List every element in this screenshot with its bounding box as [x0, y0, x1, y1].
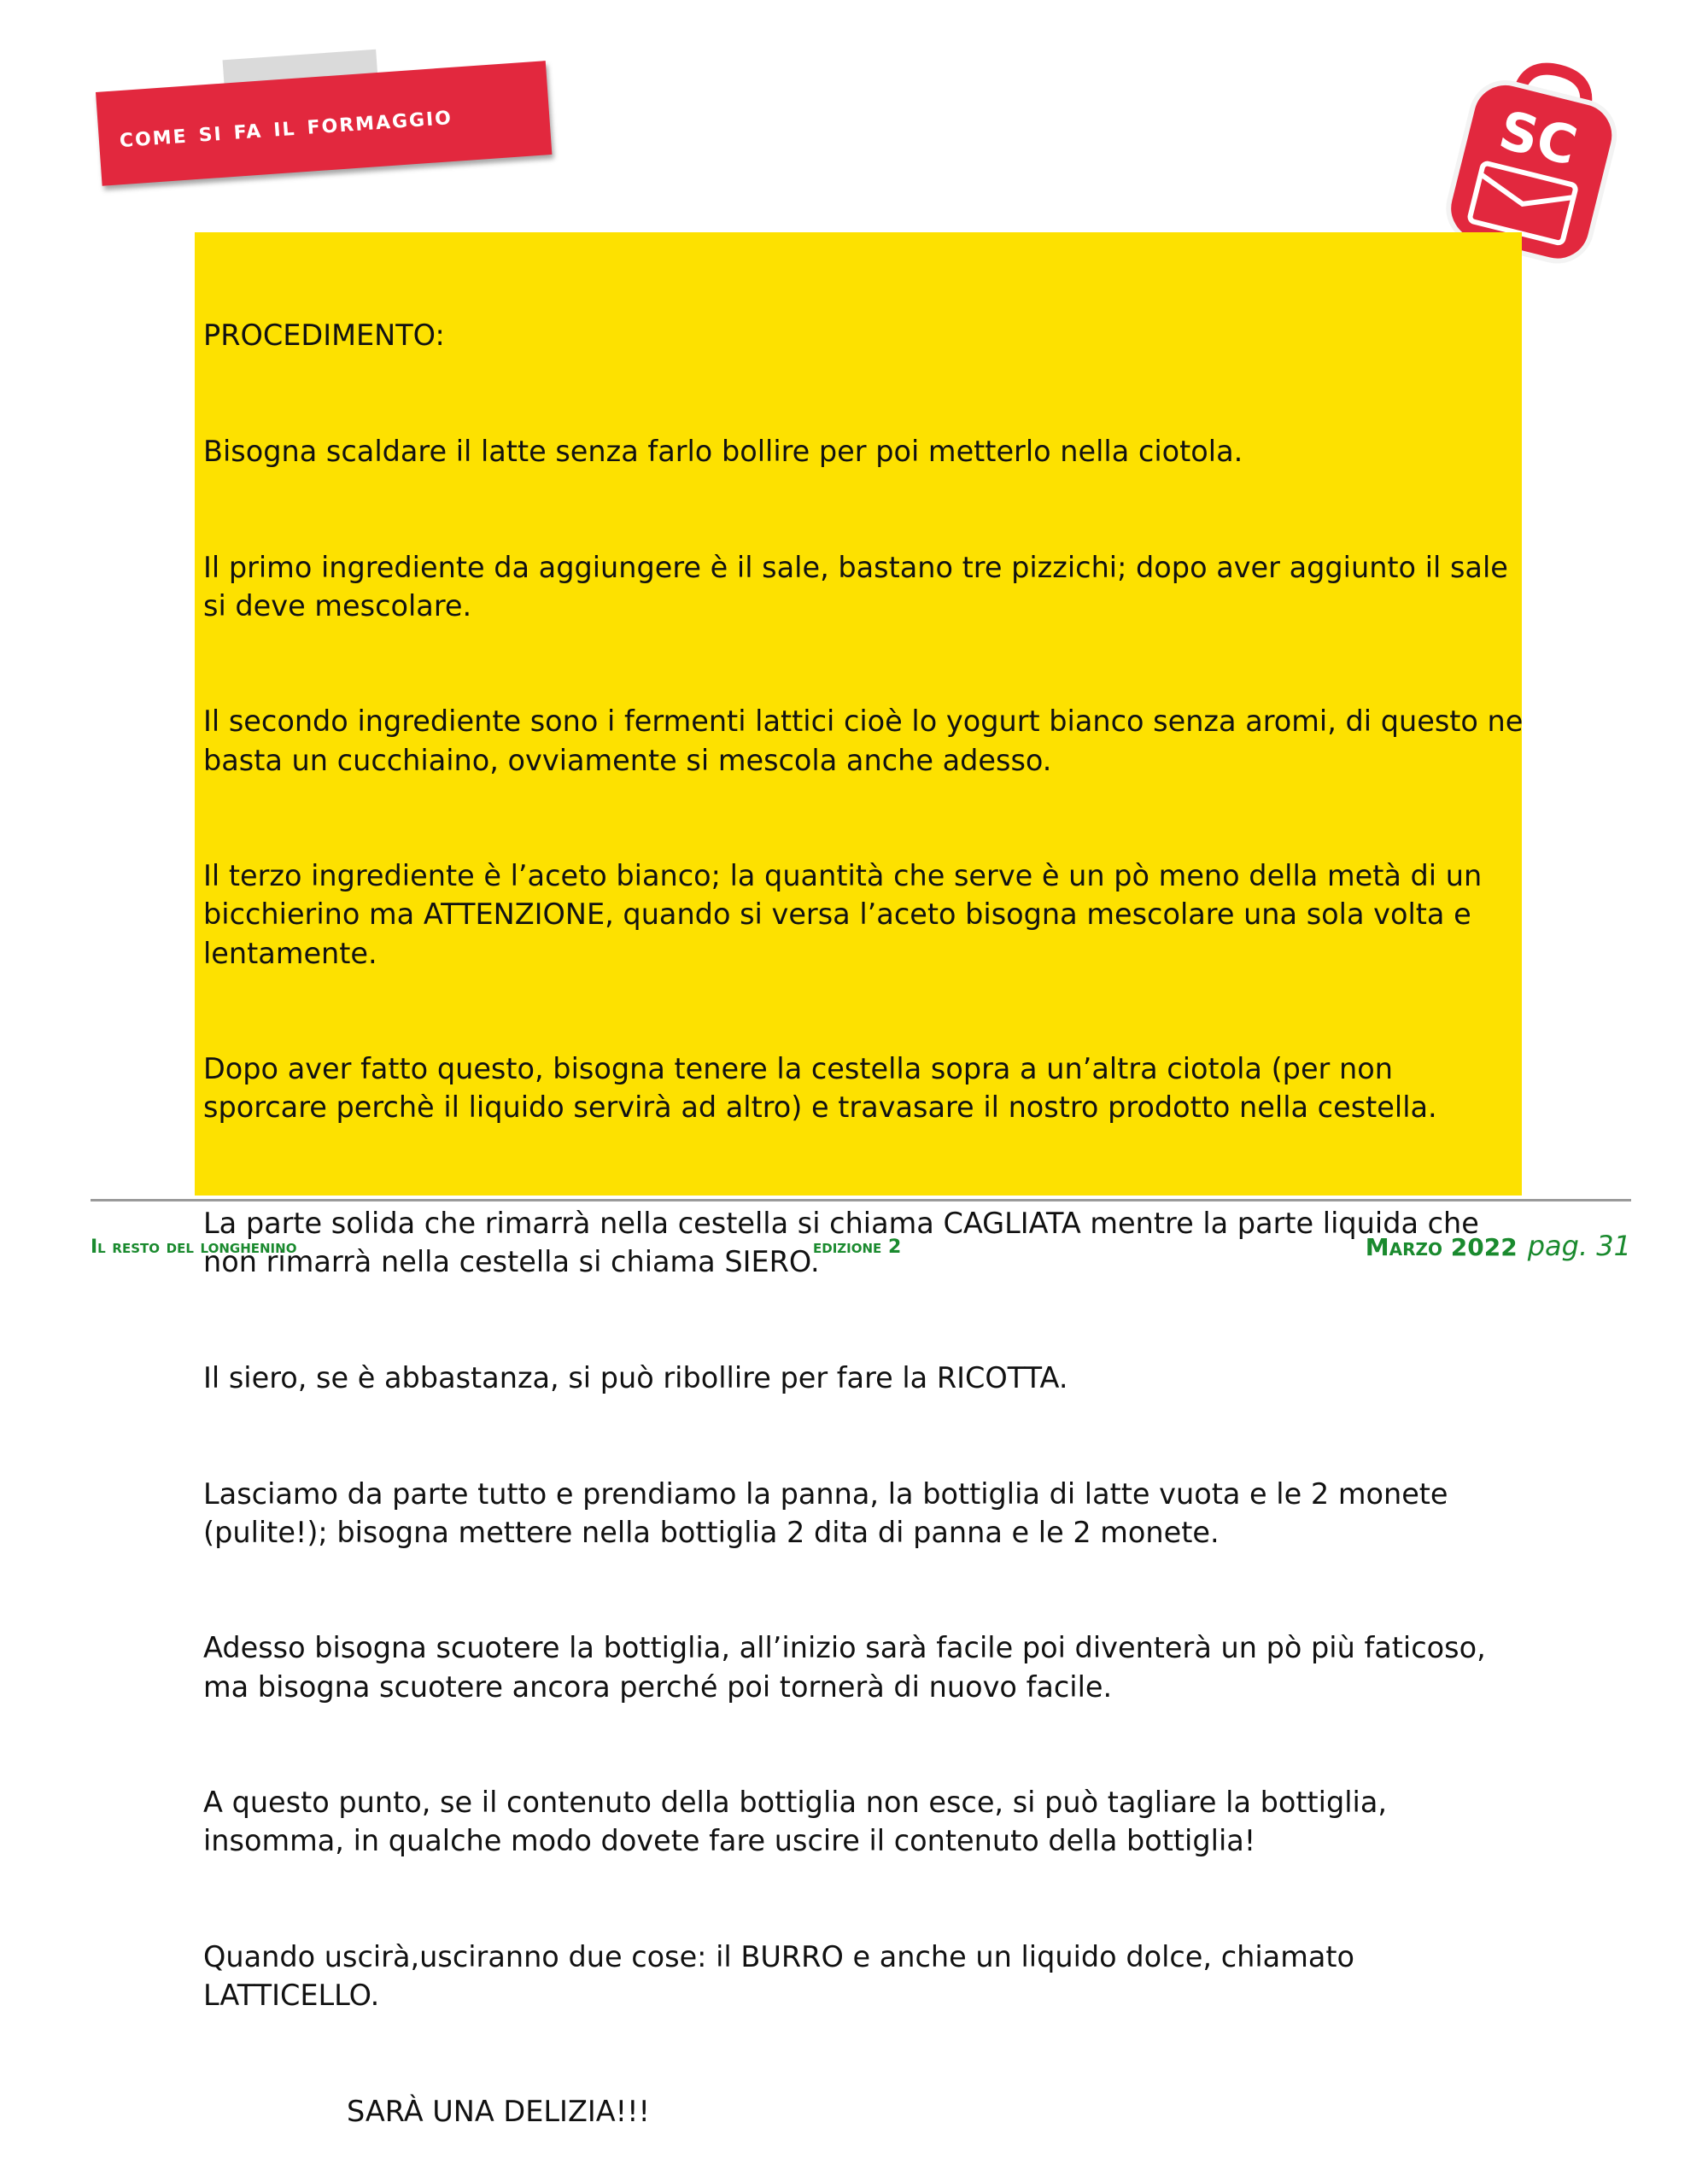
procedure-line: Il terzo ingrediente è l’aceto bianco; la quantità che serve è un pò meno della metà di un bicchierino ma ATTENZIONE, quando si versa l’aceto bisogna mescolare una sola volta e lentamente.	[203, 859, 1491, 970]
edition-label: edizione 2	[813, 1237, 902, 1258]
section-title: come si fa il formaggio	[118, 97, 453, 155]
footer-divider	[91, 1199, 1631, 1201]
closing-line: SARÀ UNA DELIZIA!!!	[347, 2094, 650, 2128]
procedure-line: Il primo ingrediente da aggiungere è il sale, bastano tre pizzichi; dopo aver aggiunto il sale si deve mescolare.	[203, 550, 1518, 623]
procedure-line: Il secondo ingrediente sono i fermenti lattici cioè lo yogurt bianco senza aromi, di questo ne basta un cucchiaino, ovviamente si mescola anche adesso.	[203, 704, 1533, 777]
procedure-line: Quando uscirà,usciranno due cose: il BURRO e anche un liquido dolce, chiamato LATTICELLO.	[203, 1939, 1364, 2013]
procedure-line: Lasciamo da parte tutto e prendiamo la panna, la bottiglia di latte vuota e le 2 monete (pulite!); bisogna mettere nella bottiglia 2 dita di panna e le 2 monete.	[203, 1476, 1458, 1549]
procedure-line: PROCEDIMENTO:	[203, 319, 445, 353]
procedure-line: Bisogna scaldare il latte senza farlo bollire per poi metterlo nella ciotola.	[203, 435, 1243, 469]
procedure-line: La parte solida che rimarrà nella cestella si chiama CAGLIATA mentre la parte liquida che non rimarrà nella cestella si chiama SIERO.	[203, 1207, 1489, 1279]
page-number: pag. 31	[1527, 1230, 1631, 1262]
badge-text: SC	[1493, 98, 1583, 178]
procedure-line: Il siero, se è abbastanza, si può ribollire per fare la RICOTTA.	[203, 1360, 1068, 1394]
procedure-text	[203, 239, 1533, 2169]
publication-name: Il resto del longhenino	[91, 1237, 297, 1258]
section-banner	[96, 61, 552, 186]
procedure-line: Adesso bisogna scuotere la bottiglia, all’inizio sarà facile poi diventerà un pò più faticoso, ma bisogna scuotere ancora perché poi tornerà di nuovo facile.	[203, 1631, 1495, 1704]
footer-date-page	[1366, 1230, 1631, 1262]
procedure-line: A questo punto, se il contenuto della bottiglia non esce, si può tagliare la bottiglia, insomma, in qualche modo dovete fare uscire il contenuto della bottiglia!	[203, 1786, 1396, 1858]
procedure-line: Dopo aver fatto questo, bisogna tenere la cestella sopra a un’altra ciotola (per non sporcare perchè il liquido servirà ad altro) e travasare il nostro prodotto nella cestella.	[203, 1052, 1437, 1125]
issue-date: Marzo 2022	[1365, 1233, 1518, 1261]
